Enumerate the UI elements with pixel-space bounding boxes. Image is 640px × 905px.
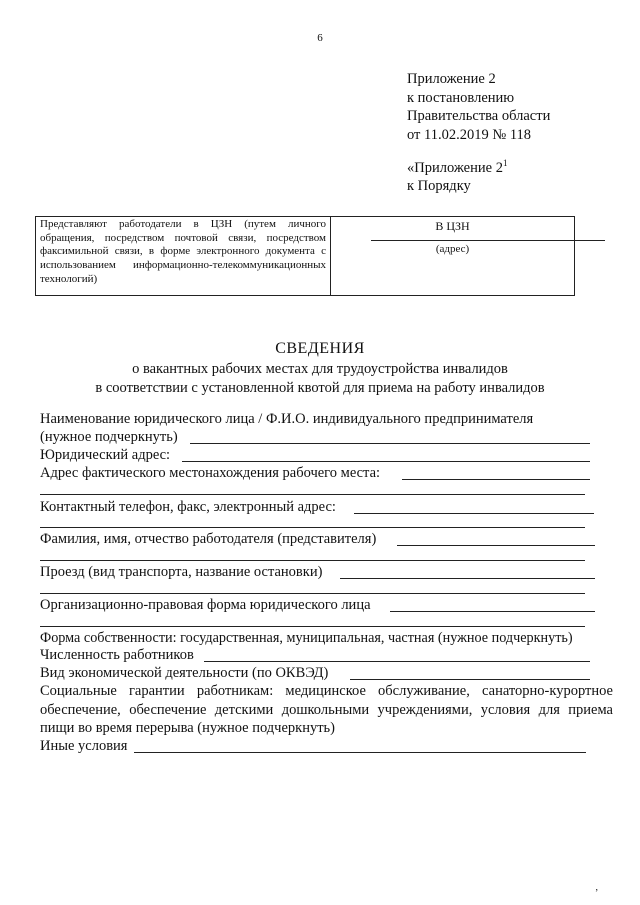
employees-field[interactable]: [204, 661, 590, 662]
social-guarantees-text: Социальные гарантии работникам: медицинское обслуживание, санаторно-курортное обеспечение, обеспечение детскими дошкольными учреждениями, условия для приема пищи во время перерыва (нужное подчеркнуть): [40, 683, 613, 736]
legal-address-label: Юридический адрес:: [40, 447, 171, 463]
contacts-label: Контактный телефон, факс, электронный адрес:: [40, 499, 336, 515]
contacts-field[interactable]: [354, 513, 594, 514]
appendix2-superscript: 1: [502, 158, 508, 168]
recipient-address-line[interactable]: [371, 240, 605, 241]
employees-label: Численность работников: [40, 647, 194, 663]
contacts-field-2[interactable]: [40, 527, 585, 528]
org-form-field-2[interactable]: [40, 626, 585, 627]
transport-field-2[interactable]: [40, 593, 585, 594]
appendix-line: Правительства области: [407, 108, 551, 124]
transport-label: Проезд (вид транспорта, название остановки): [40, 564, 323, 580]
org-form-label: Организационно-правовая форма юридического лица: [40, 597, 371, 613]
legal-name-field[interactable]: [190, 443, 590, 444]
other-conditions-label: Иные условия: [40, 738, 128, 754]
employer-name-field[interactable]: [397, 545, 595, 546]
document-subtitle: [0, 360, 640, 397]
ownership-label: Форма собственности: государственная, муниципальная, частная (нужное подчеркнуть): [40, 630, 573, 646]
appendix2-line1: [407, 154, 507, 177]
employer-name-field-2[interactable]: [40, 560, 585, 561]
employer-name-label: Фамилия, имя, отчество работодателя (представителя): [40, 531, 377, 547]
appendix2-title: «Приложение 2: [407, 159, 503, 176]
legal-address-field[interactable]: [182, 461, 590, 462]
appendix-header: [407, 70, 550, 144]
recipient-title: В ЦЗН: [435, 219, 470, 233]
submission-box: [35, 216, 575, 296]
document-title: СВЕДЕНИЯ: [275, 340, 365, 357]
transport-field[interactable]: [340, 578, 595, 579]
appendix-line: от 11.02.2019 № 118: [407, 126, 532, 143]
recipient-address-caption: (адрес): [435, 243, 470, 255]
legal-name-label: Наименование юридического лица / Ф.И.О. индивидуального предпринимателя: [40, 411, 534, 427]
actual-address-label: Адрес фактического местонахождения рабочего места:: [40, 465, 381, 481]
appendix-line: Приложение 2: [407, 71, 496, 87]
appendix-line: к постановлению: [407, 89, 515, 106]
page-number: 6: [317, 32, 323, 44]
appendix2-line2: к Порядку: [407, 178, 471, 195]
corner-mark: ’: [595, 888, 599, 899]
other-conditions-field[interactable]: [134, 752, 586, 753]
okved-label: Вид экономической деятельности (по ОКВЭД): [40, 665, 329, 681]
actual-address-field-2[interactable]: [40, 494, 585, 495]
actual-address-field[interactable]: [402, 479, 590, 480]
subtitle-line: в соответствии с установленной квотой для приема на работу инвалидов: [95, 379, 545, 396]
org-form-field[interactable]: [390, 611, 595, 612]
okved-field[interactable]: [350, 679, 590, 680]
subtitle-line: о вакантных рабочих местах для трудоустройства инвалидов: [132, 361, 508, 377]
appendix2-header: [407, 154, 507, 196]
submission-instructions: Представляют работодатели в ЦЗН (путем личного обращения, посредством почтовой связи, посредством факсимильной связи, в форме электронного документа с использованием информационно-телекоммуникационных технологий): [36, 217, 331, 295]
legal-name-note: (нужное подчеркнуть): [40, 429, 178, 445]
